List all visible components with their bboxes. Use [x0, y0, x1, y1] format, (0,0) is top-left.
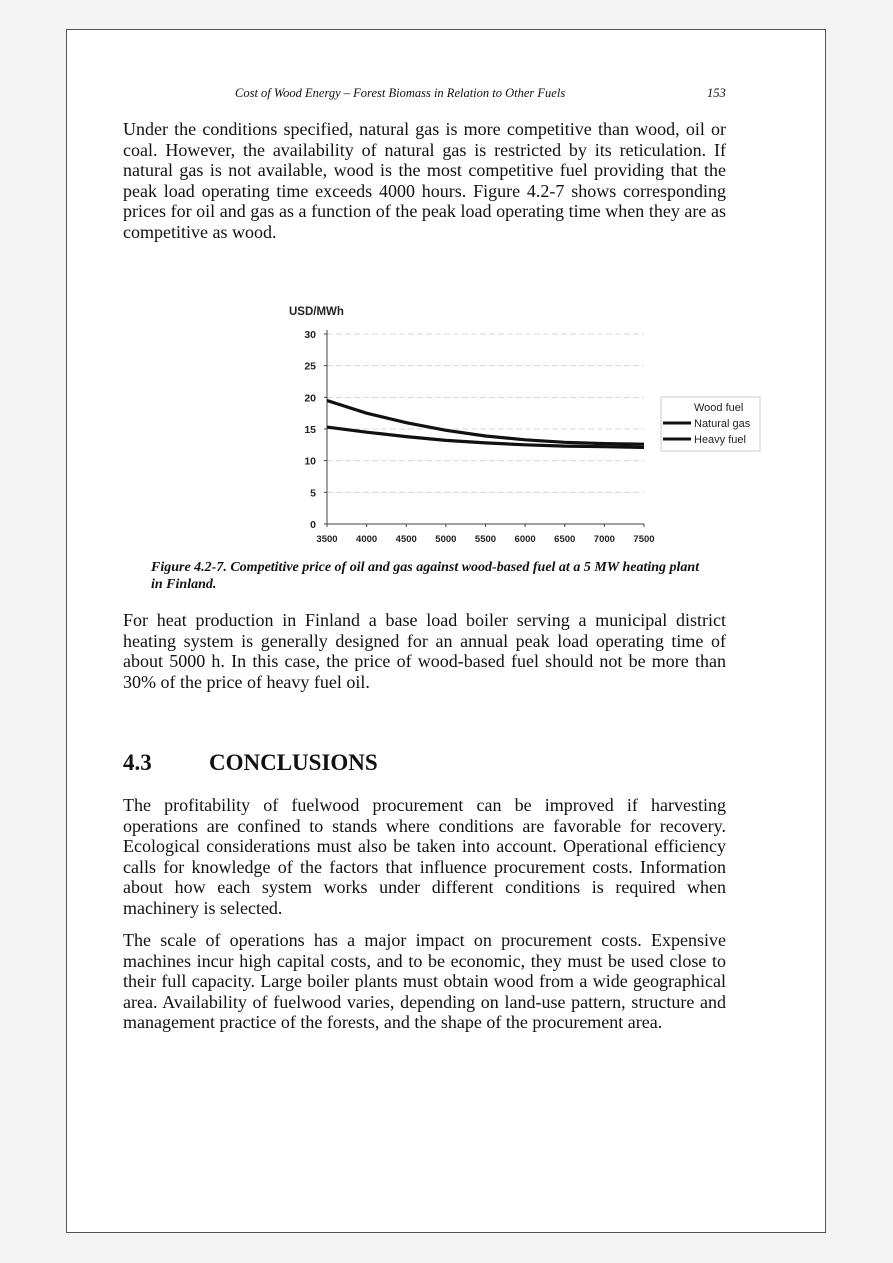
figure-chart — [239, 275, 799, 555]
legend-label: Heavy fuel — [694, 434, 746, 446]
paragraph-scale: The scale of operations has a major impact on procurement costs. Expensive machines incur high capital costs, and to be economic, they must be used close to their full capacity. Large boiler plants must obtain wood from a wide geographical area. Availability of fuelwood varies, depending on land-use pattern, structure and management practice of the forests, and the shape of the procurement area. — [123, 930, 726, 1033]
x-tick-label: 4500 — [395, 534, 417, 545]
y-tick-label: 15 — [304, 424, 316, 436]
y-tick-label: 5 — [310, 487, 316, 500]
y-tick-label: 25 — [304, 360, 316, 373]
y-tick-label: 30 — [304, 329, 316, 341]
y-tick-label: 20 — [304, 392, 316, 405]
paragraph-finland: For heat production in Finland a base load boiler serving a municipal district heating system is generally designed for an annual peak load operating time of about 5000 h. In this case, the price of wood-based fuel should not be more than 30% of the price of heavy fuel oil. — [123, 610, 726, 692]
y-tick-label: 10 — [304, 455, 316, 468]
x-tick-label: 6000 — [514, 534, 536, 545]
x-tick-label: 3500 — [316, 534, 338, 545]
series-line — [327, 401, 644, 445]
x-tick-label: 6500 — [554, 534, 576, 545]
paragraph-intro: Under the conditions specified, natural gas is more competitive than wood, oil or coal. However, the availability of natural gas is restricted by its reticulation. If natural gas is not available, wood is the most competitive fuel providing that the peak load operating time exceeds 4000 hours. Figure 4.2-7 shows corresponding prices for oil and gas as a function of the peak load operating time when they are as competitive as wood. — [123, 119, 726, 242]
line-chart — [239, 275, 799, 550]
y-axis-label: USD/MWh — [289, 306, 344, 318]
y-tick-label: 0 — [310, 519, 316, 531]
paragraph-profitability: The profitability of fuelwood procurement can be improved if harvesting operations are confined to stands where conditions are favorable for recovery. Ecological considerations must also be taken into account. Operational efficiency calls for knowledge of the factors that influence procurement costs. Information about how each system works under different conditions is required when machinery is selected. — [123, 795, 726, 918]
x-tick-label: 4000 — [356, 534, 378, 545]
x-tick-label: 7500 — [633, 534, 655, 545]
section-number: 4.3 — [123, 750, 152, 775]
section-title: CONCLUSIONS — [209, 750, 378, 775]
x-tick-label: 7000 — [593, 534, 615, 545]
legend-label: Natural gas — [694, 418, 751, 430]
page-number: 153 — [707, 86, 726, 100]
x-tick-label: 5500 — [474, 534, 497, 545]
x-tick-label: 5000 — [435, 534, 457, 545]
section-heading — [123, 750, 378, 776]
running-title: Cost of Wood Energy – Forest Biomass in Relation to Other Fuels — [235, 86, 566, 100]
document-page — [66, 29, 826, 1233]
legend-label: Wood fuel — [694, 402, 744, 414]
figure-caption: Figure 4.2-7. Competitive price of oil and gas against wood-based fuel at a 5 MW heating plant in Finland. — [151, 560, 700, 592]
running-header — [67, 86, 825, 104]
